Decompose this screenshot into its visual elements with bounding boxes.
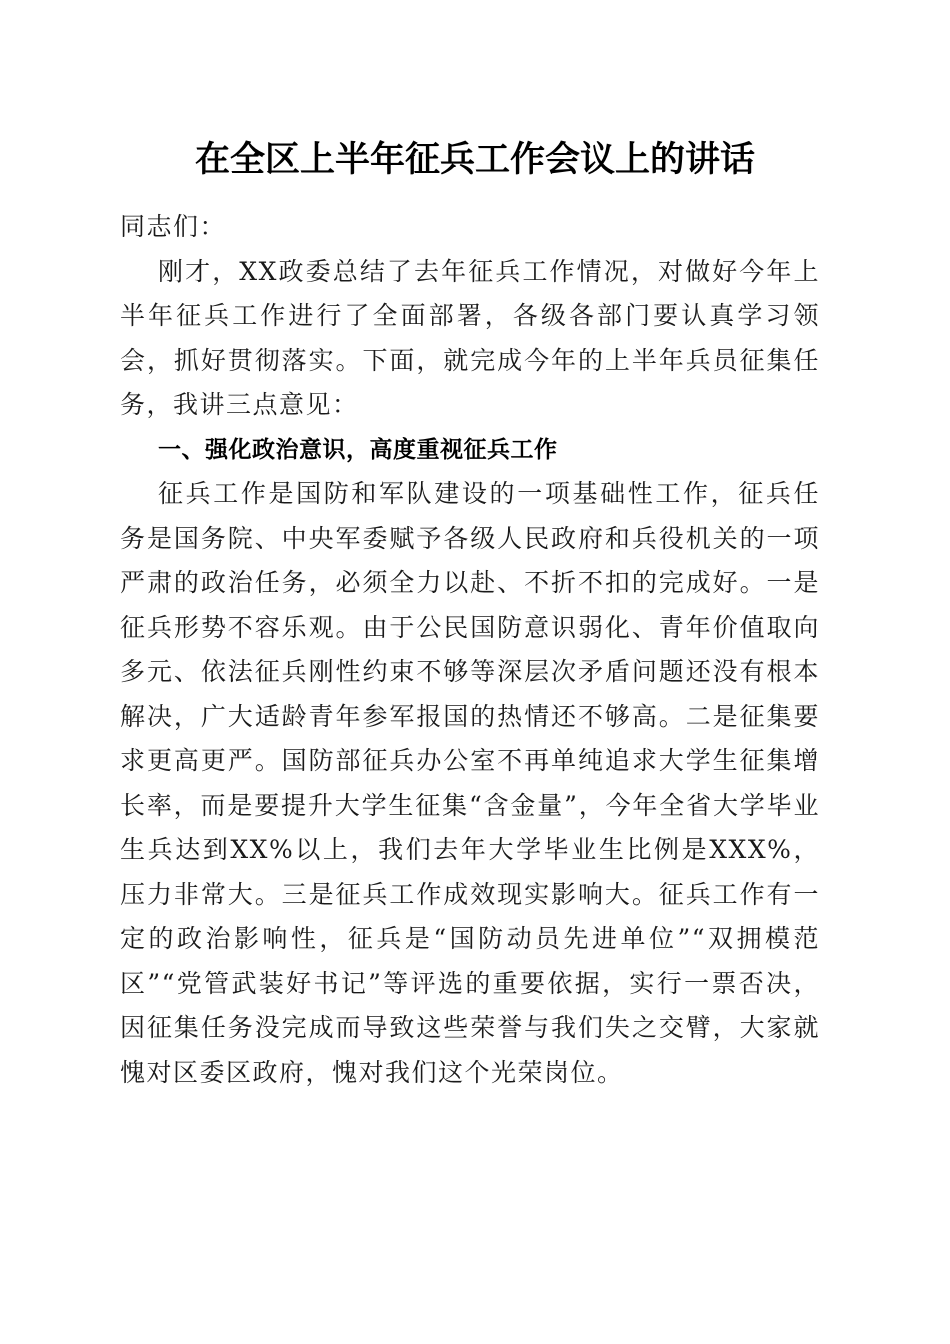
salutation: 同志们： [120,212,227,241]
document-title: 在全区上半年征兵工作会议上的讲话 [194,139,755,180]
document-body [120,205,820,1095]
intro-paragraph: 刚才，XX政委总结了去年征兵工作情况，对做好今年上半年征兵工作进行了全面部署，各级各部门要认真学习领会，抓好贯彻落实。下面，就完成今年的上半年兵员征集任务，我讲三点意见： [120,256,820,419]
section-paragraph: 征兵工作是国防和军队建设的一项基础性工作，征兵任务是国务院、中央军委赋予各级人民政府和兵役机关的一项严肃的政治任务，必须全力以赴、不折不扣的完成好。一是征兵形势不容乐观。由于公民国防意识弱化、青年价值取向多元、依法征兵刚性约束不够等深层次矛盾问题还没有根本解决，广大适龄青年参军报国的热情还不够高。二是征集要求更高更严。国防部征兵办公室不再单纯追求大学生征集增长率，而是要提升大学生征集“含金量”，今年全省大学毕业生兵达到XX%以上，我们去年大学毕业生比例是XXX%，压力非常大。三是征兵工作成效现实影响大。征兵工作有一定的政治影响性，征兵是“国防动员先进单位”“双拥模范区”“党管武装好书记”等评选的重要依据，实行一票否决，因征集任务没完成而导致这些荣誉与我们失之交臂，大家就愧对区委区政府，愧对我们这个光荣岗位。 [120,479,820,1087]
section-heading: 一、强化政治意识，高度重视征兵工作 [158,436,558,463]
